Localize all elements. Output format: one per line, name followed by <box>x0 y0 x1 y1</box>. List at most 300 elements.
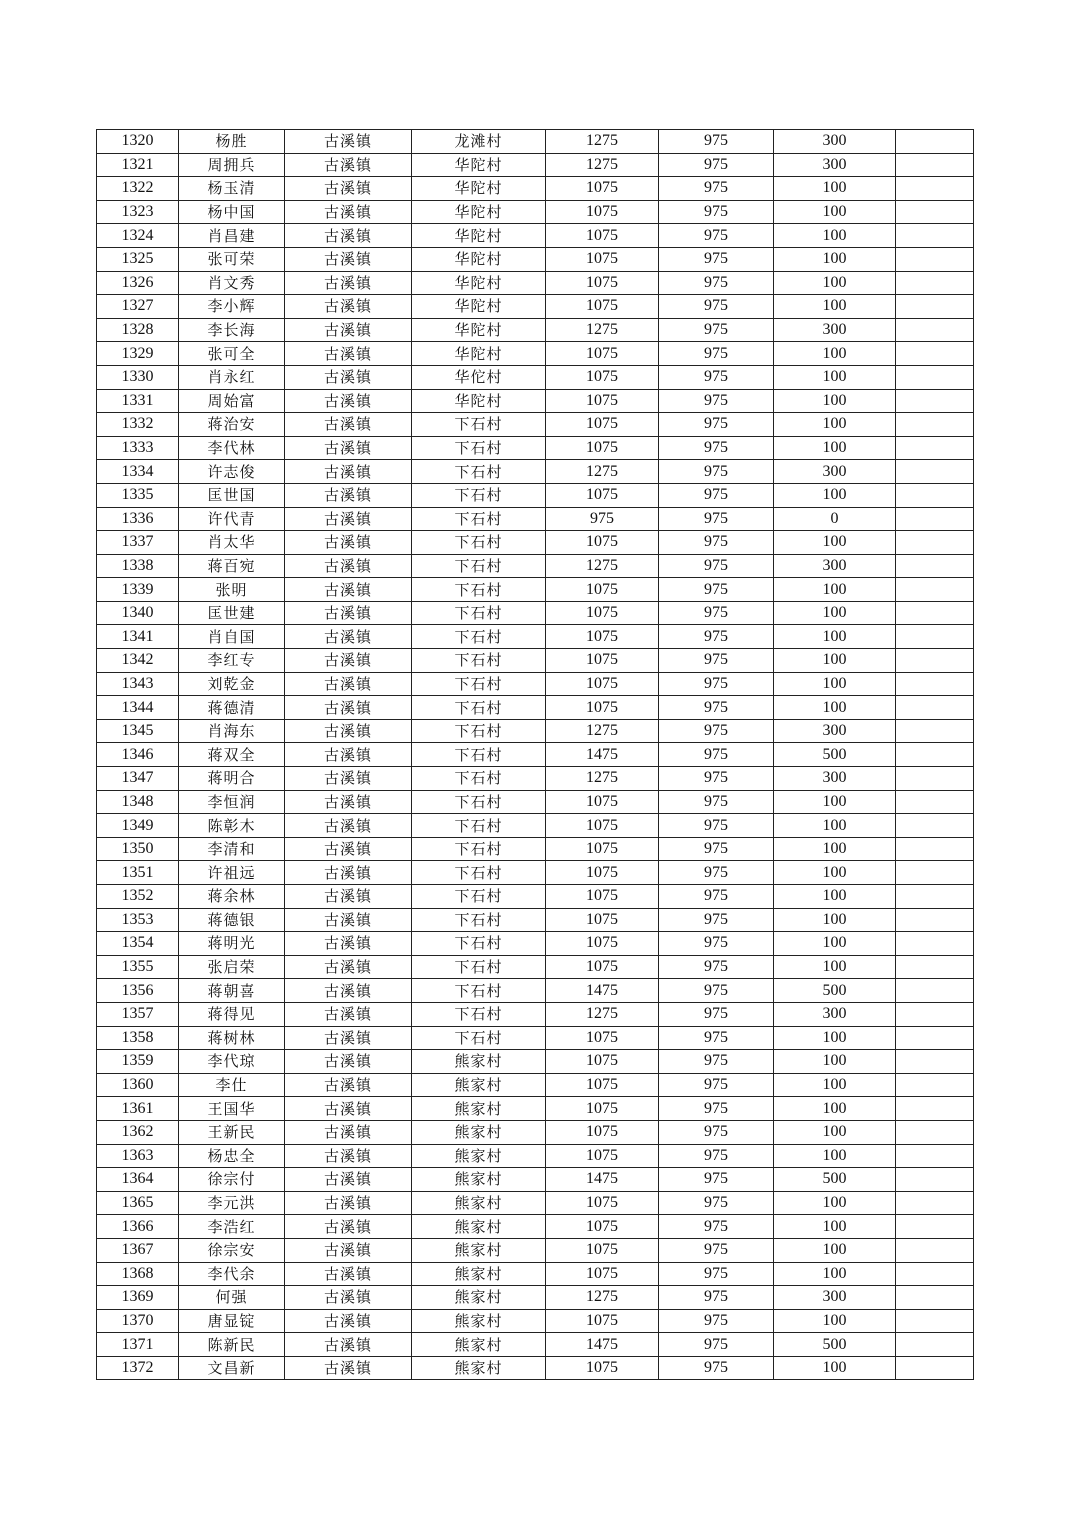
village-cell: 下石村 <box>412 578 546 602</box>
base-cell: 975 <box>659 554 774 578</box>
town-cell: 古溪镇 <box>285 837 412 861</box>
remark-cell <box>896 1144 974 1168</box>
difference-cell: 100 <box>774 389 896 413</box>
town-cell: 古溪镇 <box>285 696 412 720</box>
row-number-cell: 1330 <box>97 365 179 389</box>
remark-cell <box>896 696 974 720</box>
base-cell: 975 <box>659 295 774 319</box>
base-cell: 975 <box>659 460 774 484</box>
row-number-cell: 1345 <box>97 719 179 743</box>
base-cell: 975 <box>659 1097 774 1121</box>
base-cell: 975 <box>659 531 774 555</box>
base-cell: 975 <box>659 955 774 979</box>
row-number-cell: 1320 <box>97 130 179 154</box>
town-cell: 古溪镇 <box>285 578 412 602</box>
row-number-cell: 1346 <box>97 743 179 767</box>
table-row <box>97 531 974 555</box>
town-cell: 古溪镇 <box>285 483 412 507</box>
base-cell: 975 <box>659 1168 774 1192</box>
remark-cell <box>896 365 974 389</box>
amount-cell: 1275 <box>546 1286 659 1310</box>
village-cell: 华陀村 <box>412 200 546 224</box>
name-cell: 文昌新 <box>179 1356 285 1380</box>
table-row <box>97 932 974 956</box>
village-cell: 熊家村 <box>412 1262 546 1286</box>
base-cell: 975 <box>659 601 774 625</box>
town-cell: 古溪镇 <box>285 531 412 555</box>
table-row <box>97 885 974 909</box>
remark-cell <box>896 200 974 224</box>
remark-cell <box>896 861 974 885</box>
name-cell: 周拥兵 <box>179 153 285 177</box>
town-cell: 古溪镇 <box>285 767 412 791</box>
remark-cell <box>896 1073 974 1097</box>
name-cell: 唐显锭 <box>179 1309 285 1333</box>
town-cell: 古溪镇 <box>285 1356 412 1380</box>
town-cell: 古溪镇 <box>285 1309 412 1333</box>
difference-cell: 500 <box>774 1168 896 1192</box>
difference-cell: 100 <box>774 601 896 625</box>
remark-cell <box>896 483 974 507</box>
base-cell: 975 <box>659 625 774 649</box>
village-cell: 下石村 <box>412 554 546 578</box>
town-cell: 古溪镇 <box>285 601 412 625</box>
town-cell: 古溪镇 <box>285 979 412 1003</box>
name-cell: 蒋朝喜 <box>179 979 285 1003</box>
name-cell: 李代林 <box>179 436 285 460</box>
row-number-cell: 1326 <box>97 271 179 295</box>
difference-cell: 100 <box>774 413 896 437</box>
village-cell: 华陀村 <box>412 318 546 342</box>
town-cell: 古溪镇 <box>285 460 412 484</box>
amount-cell: 1075 <box>546 861 659 885</box>
remark-cell <box>896 1286 974 1310</box>
village-cell: 熊家村 <box>412 1073 546 1097</box>
remark-cell <box>896 318 974 342</box>
remark-cell <box>896 342 974 366</box>
base-cell: 975 <box>659 861 774 885</box>
difference-cell: 100 <box>774 790 896 814</box>
difference-cell: 100 <box>774 1050 896 1074</box>
difference-cell: 100 <box>774 696 896 720</box>
town-cell: 古溪镇 <box>285 885 412 909</box>
amount-cell: 1075 <box>546 932 659 956</box>
amount-cell: 1075 <box>546 295 659 319</box>
difference-cell: 100 <box>774 814 896 838</box>
difference-cell: 500 <box>774 1333 896 1357</box>
difference-cell: 100 <box>774 1097 896 1121</box>
table-row <box>97 743 974 767</box>
town-cell: 古溪镇 <box>285 861 412 885</box>
row-number-cell: 1321 <box>97 153 179 177</box>
row-number-cell: 1344 <box>97 696 179 720</box>
village-cell: 熊家村 <box>412 1191 546 1215</box>
town-cell: 古溪镇 <box>285 1333 412 1357</box>
row-number-cell: 1335 <box>97 483 179 507</box>
difference-cell: 100 <box>774 531 896 555</box>
amount-cell: 1075 <box>546 1120 659 1144</box>
base-cell: 975 <box>659 696 774 720</box>
remark-cell <box>896 531 974 555</box>
difference-cell: 100 <box>774 1026 896 1050</box>
name-cell: 李代余 <box>179 1262 285 1286</box>
amount-cell: 1075 <box>546 413 659 437</box>
village-cell: 熊家村 <box>412 1168 546 1192</box>
difference-cell: 100 <box>774 295 896 319</box>
table-row <box>97 507 974 531</box>
difference-cell: 100 <box>774 625 896 649</box>
table-row <box>97 837 974 861</box>
name-cell: 蒋德清 <box>179 696 285 720</box>
town-cell: 古溪镇 <box>285 743 412 767</box>
table-body <box>97 130 974 1380</box>
table-row <box>97 814 974 838</box>
difference-cell: 100 <box>774 578 896 602</box>
table-row <box>97 1262 974 1286</box>
amount-cell: 1275 <box>546 1002 659 1026</box>
base-cell: 975 <box>659 1262 774 1286</box>
row-number-cell: 1355 <box>97 955 179 979</box>
row-number-cell: 1361 <box>97 1097 179 1121</box>
village-cell: 下石村 <box>412 531 546 555</box>
remark-cell <box>896 271 974 295</box>
table-row <box>97 861 974 885</box>
row-number-cell: 1359 <box>97 1050 179 1074</box>
village-cell: 下石村 <box>412 814 546 838</box>
village-cell: 熊家村 <box>412 1356 546 1380</box>
table-row <box>97 153 974 177</box>
remark-cell <box>896 743 974 767</box>
village-cell: 下石村 <box>412 743 546 767</box>
name-cell: 李恒润 <box>179 790 285 814</box>
base-cell: 975 <box>659 908 774 932</box>
row-number-cell: 1354 <box>97 932 179 956</box>
base-cell: 975 <box>659 224 774 248</box>
table-row <box>97 460 974 484</box>
amount-cell: 1475 <box>546 1333 659 1357</box>
row-number-cell: 1358 <box>97 1026 179 1050</box>
difference-cell: 300 <box>774 153 896 177</box>
town-cell: 古溪镇 <box>285 177 412 201</box>
village-cell: 华陀村 <box>412 342 546 366</box>
table-row <box>97 767 974 791</box>
table-row <box>97 389 974 413</box>
row-number-cell: 1352 <box>97 885 179 909</box>
remark-cell <box>896 130 974 154</box>
amount-cell: 1075 <box>546 224 659 248</box>
difference-cell: 300 <box>774 1286 896 1310</box>
amount-cell: 1275 <box>546 318 659 342</box>
town-cell: 古溪镇 <box>285 932 412 956</box>
base-cell: 975 <box>659 247 774 271</box>
table-row <box>97 224 974 248</box>
amount-cell: 1075 <box>546 1097 659 1121</box>
name-cell: 徐宗付 <box>179 1168 285 1192</box>
table-row <box>97 1356 974 1380</box>
table-row <box>97 1215 974 1239</box>
village-cell: 下石村 <box>412 1026 546 1050</box>
amount-cell: 1075 <box>546 365 659 389</box>
town-cell: 古溪镇 <box>285 649 412 673</box>
name-cell: 李代琼 <box>179 1050 285 1074</box>
base-cell: 975 <box>659 200 774 224</box>
remark-cell <box>896 908 974 932</box>
row-number-cell: 1338 <box>97 554 179 578</box>
name-cell: 刘乾金 <box>179 672 285 696</box>
amount-cell: 1075 <box>546 1215 659 1239</box>
amount-cell: 1075 <box>546 389 659 413</box>
table-row <box>97 1286 974 1310</box>
name-cell: 蒋德银 <box>179 908 285 932</box>
amount-cell: 1075 <box>546 271 659 295</box>
difference-cell: 100 <box>774 649 896 673</box>
remark-cell <box>896 601 974 625</box>
name-cell: 杨玉清 <box>179 177 285 201</box>
table-row <box>97 365 974 389</box>
town-cell: 古溪镇 <box>285 814 412 838</box>
amount-cell: 1275 <box>546 130 659 154</box>
base-cell: 975 <box>659 1120 774 1144</box>
row-number-cell: 1368 <box>97 1262 179 1286</box>
difference-cell: 300 <box>774 1002 896 1026</box>
remark-cell <box>896 578 974 602</box>
table-row <box>97 554 974 578</box>
row-number-cell: 1328 <box>97 318 179 342</box>
amount-cell: 1075 <box>546 649 659 673</box>
village-cell: 华陀村 <box>412 224 546 248</box>
base-cell: 975 <box>659 1238 774 1262</box>
remark-cell <box>896 649 974 673</box>
amount-cell: 975 <box>546 507 659 531</box>
name-cell: 蒋双全 <box>179 743 285 767</box>
table-row <box>97 1333 974 1357</box>
base-cell: 975 <box>659 578 774 602</box>
table-row <box>97 955 974 979</box>
difference-cell: 100 <box>774 837 896 861</box>
name-cell: 匡世国 <box>179 483 285 507</box>
table-row <box>97 1120 974 1144</box>
difference-cell: 100 <box>774 1262 896 1286</box>
table-row <box>97 1309 974 1333</box>
difference-cell: 100 <box>774 861 896 885</box>
amount-cell: 1075 <box>546 1144 659 1168</box>
name-cell: 张可荣 <box>179 247 285 271</box>
base-cell: 975 <box>659 177 774 201</box>
name-cell: 匡世建 <box>179 601 285 625</box>
remark-cell <box>896 625 974 649</box>
name-cell: 李长海 <box>179 318 285 342</box>
village-cell: 下石村 <box>412 979 546 1003</box>
base-cell: 975 <box>659 1050 774 1074</box>
remark-cell <box>896 507 974 531</box>
name-cell: 蒋百宛 <box>179 554 285 578</box>
village-cell: 华陀村 <box>412 177 546 201</box>
difference-cell: 100 <box>774 177 896 201</box>
town-cell: 古溪镇 <box>285 389 412 413</box>
remark-cell <box>896 1356 974 1380</box>
difference-cell: 100 <box>774 1144 896 1168</box>
table-row <box>97 295 974 319</box>
base-cell: 975 <box>659 672 774 696</box>
town-cell: 古溪镇 <box>285 1002 412 1026</box>
difference-cell: 100 <box>774 1120 896 1144</box>
village-cell: 下石村 <box>412 1002 546 1026</box>
amount-cell: 1075 <box>546 885 659 909</box>
difference-cell: 100 <box>774 247 896 271</box>
row-number-cell: 1343 <box>97 672 179 696</box>
village-cell: 下石村 <box>412 696 546 720</box>
table-row <box>97 790 974 814</box>
village-cell: 下石村 <box>412 885 546 909</box>
table-row <box>97 1073 974 1097</box>
amount-cell: 1075 <box>546 1026 659 1050</box>
town-cell: 古溪镇 <box>285 625 412 649</box>
village-cell: 下石村 <box>412 790 546 814</box>
town-cell: 古溪镇 <box>285 908 412 932</box>
name-cell: 杨中国 <box>179 200 285 224</box>
amount-cell: 1075 <box>546 342 659 366</box>
row-number-cell: 1366 <box>97 1215 179 1239</box>
remark-cell <box>896 177 974 201</box>
difference-cell: 100 <box>774 1309 896 1333</box>
town-cell: 古溪镇 <box>285 507 412 531</box>
village-cell: 熊家村 <box>412 1333 546 1357</box>
amount-cell: 1075 <box>546 1050 659 1074</box>
table-row <box>97 247 974 271</box>
name-cell: 李浩红 <box>179 1215 285 1239</box>
remark-cell <box>896 1026 974 1050</box>
table-row <box>97 625 974 649</box>
village-cell: 熊家村 <box>412 1097 546 1121</box>
row-number-cell: 1353 <box>97 908 179 932</box>
difference-cell: 100 <box>774 200 896 224</box>
name-cell: 许代青 <box>179 507 285 531</box>
base-cell: 975 <box>659 413 774 437</box>
town-cell: 古溪镇 <box>285 955 412 979</box>
amount-cell: 1075 <box>546 1309 659 1333</box>
table-row <box>97 1097 974 1121</box>
remark-cell <box>896 554 974 578</box>
name-cell: 王新民 <box>179 1120 285 1144</box>
base-cell: 975 <box>659 1073 774 1097</box>
village-cell: 下石村 <box>412 672 546 696</box>
table-row <box>97 1002 974 1026</box>
name-cell: 肖海东 <box>179 719 285 743</box>
table-row <box>97 1168 974 1192</box>
amount-cell: 1275 <box>546 153 659 177</box>
village-cell: 华陀村 <box>412 247 546 271</box>
town-cell: 古溪镇 <box>285 1050 412 1074</box>
row-number-cell: 1348 <box>97 790 179 814</box>
name-cell: 徐宗安 <box>179 1238 285 1262</box>
difference-cell: 100 <box>774 672 896 696</box>
name-cell: 杨胜 <box>179 130 285 154</box>
amount-cell: 1075 <box>546 955 659 979</box>
difference-cell: 300 <box>774 460 896 484</box>
table-row <box>97 483 974 507</box>
table-row <box>97 318 974 342</box>
base-cell: 975 <box>659 436 774 460</box>
base-cell: 975 <box>659 1356 774 1380</box>
row-number-cell: 1325 <box>97 247 179 271</box>
difference-cell: 500 <box>774 743 896 767</box>
row-number-cell: 1341 <box>97 625 179 649</box>
difference-cell: 100 <box>774 955 896 979</box>
village-cell: 华陀村 <box>412 153 546 177</box>
name-cell: 蒋明合 <box>179 767 285 791</box>
name-cell: 周始富 <box>179 389 285 413</box>
amount-cell: 1075 <box>546 578 659 602</box>
amount-cell: 1075 <box>546 247 659 271</box>
village-cell: 下石村 <box>412 649 546 673</box>
remark-cell <box>896 767 974 791</box>
remark-cell <box>896 1333 974 1357</box>
village-cell: 熊家村 <box>412 1286 546 1310</box>
row-number-cell: 1369 <box>97 1286 179 1310</box>
village-cell: 下石村 <box>412 413 546 437</box>
remark-cell <box>896 247 974 271</box>
base-cell: 975 <box>659 1286 774 1310</box>
village-cell: 下石村 <box>412 601 546 625</box>
name-cell: 蒋得见 <box>179 1002 285 1026</box>
base-cell: 975 <box>659 1309 774 1333</box>
village-cell: 下石村 <box>412 932 546 956</box>
village-cell: 熊家村 <box>412 1050 546 1074</box>
difference-cell: 100 <box>774 1238 896 1262</box>
row-number-cell: 1347 <box>97 767 179 791</box>
row-number-cell: 1331 <box>97 389 179 413</box>
difference-cell: 300 <box>774 318 896 342</box>
town-cell: 古溪镇 <box>285 1238 412 1262</box>
name-cell: 张启荣 <box>179 955 285 979</box>
town-cell: 古溪镇 <box>285 554 412 578</box>
name-cell: 李红专 <box>179 649 285 673</box>
row-number-cell: 1370 <box>97 1309 179 1333</box>
name-cell: 蒋树林 <box>179 1026 285 1050</box>
village-cell: 华陀村 <box>412 389 546 413</box>
village-cell: 华陀村 <box>412 295 546 319</box>
name-cell: 陈新民 <box>179 1333 285 1357</box>
row-number-cell: 1340 <box>97 601 179 625</box>
town-cell: 古溪镇 <box>285 271 412 295</box>
row-number-cell: 1334 <box>97 460 179 484</box>
remark-cell <box>896 460 974 484</box>
row-number-cell: 1360 <box>97 1073 179 1097</box>
remark-cell <box>896 1309 974 1333</box>
amount-cell: 1075 <box>546 908 659 932</box>
table-row <box>97 413 974 437</box>
village-cell: 下石村 <box>412 955 546 979</box>
name-cell: 蒋明光 <box>179 932 285 956</box>
name-cell: 李元洪 <box>179 1191 285 1215</box>
remark-cell <box>896 1002 974 1026</box>
village-cell: 下石村 <box>412 861 546 885</box>
base-cell: 975 <box>659 318 774 342</box>
remark-cell <box>896 932 974 956</box>
village-cell: 熊家村 <box>412 1309 546 1333</box>
amount-cell: 1075 <box>546 177 659 201</box>
amount-cell: 1075 <box>546 672 659 696</box>
remark-cell <box>896 955 974 979</box>
row-number-cell: 1364 <box>97 1168 179 1192</box>
remark-cell <box>896 1191 974 1215</box>
town-cell: 古溪镇 <box>285 200 412 224</box>
village-cell: 下石村 <box>412 507 546 531</box>
remark-cell <box>896 1168 974 1192</box>
name-cell: 张可全 <box>179 342 285 366</box>
village-cell: 下石村 <box>412 460 546 484</box>
remark-cell <box>896 153 974 177</box>
